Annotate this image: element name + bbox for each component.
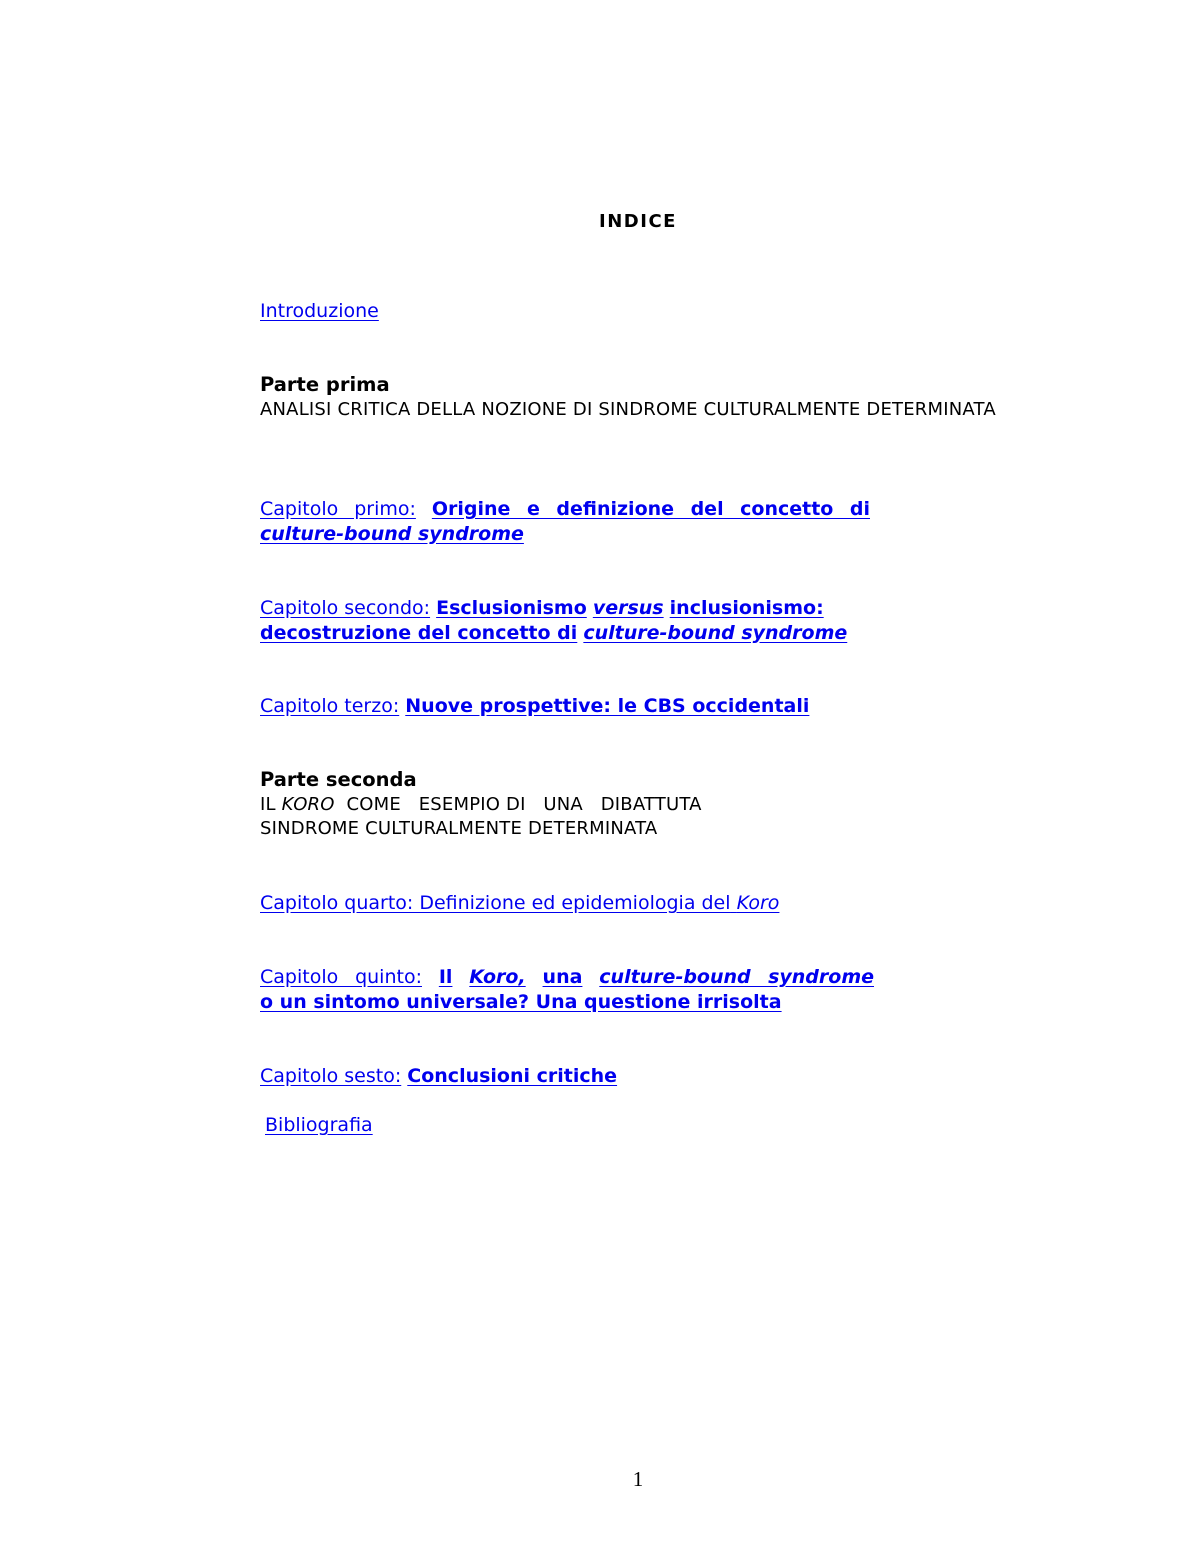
chapter-two-label[interactable]: Capitolo secondo: [260,597,431,619]
chapter-two-title-a[interactable]: Esclusionismo [436,597,587,619]
chapter-one-title[interactable]: Origine e definizione del concetto di [431,498,870,520]
chapter-three-label[interactable]: Capitolo terzo: [260,695,400,717]
toc-introduction [260,299,379,324]
bibliography-link[interactable]: Bibliografia [265,1114,373,1136]
chapter-five-line-1 [260,965,874,990]
chapter-two-title-c[interactable]: inclusionismo: [669,597,824,619]
toc-chapter-four[interactable] [260,891,779,916]
chapter-five-una[interactable]: una [542,966,583,988]
chapter-two-line2-b[interactable]: culture-bound syndrome [583,621,848,644]
toc-chapter-six[interactable] [260,1064,617,1089]
chapter-five-koro[interactable]: Koro, [469,966,526,988]
chapter-one-label[interactable]: Capitolo primo: [260,498,416,520]
page-number: 1 [632,1467,644,1491]
chapter-five-line2[interactable]: o un sintomo universale? Una questione irrisolta [260,990,782,1013]
chapter-four-koro[interactable]: Koro [736,892,780,914]
chapter-two-line2-a[interactable]: decostruzione del concetto di [260,621,578,644]
introduction-link[interactable]: Introduzione [260,300,379,322]
part-two-koro: KORO [281,793,335,815]
chapter-six-label[interactable]: Capitolo sesto: [260,1065,402,1087]
part-two-il: IL [260,793,276,815]
chapter-two-title-b[interactable]: versus [592,597,664,619]
page-title: INDICE [599,211,677,232]
part-two-heading: Parte seconda [260,768,417,791]
toc-chapter-one[interactable] [260,497,870,546]
part-one-heading: Parte prima [260,373,390,396]
chapter-five-il[interactable]: Il [438,966,453,988]
chapter-one-line-1 [260,497,870,522]
chapter-two-line-2 [260,621,847,646]
chapter-four-label[interactable]: Capitolo quarto: Definizione ed epidemiologia del [260,892,731,914]
chapter-two-line-1 [260,596,847,621]
chapter-three-title[interactable]: Nuove prospettive: le CBS occidentali [405,695,810,717]
part-two-subtitle-line-2: SINDROME CULTURALMENTE DETERMINATA [260,818,658,839]
chapter-five-cbs[interactable]: culture-bound syndrome [599,966,874,988]
part-two-subtitle-line-1 [260,793,702,818]
toc-chapter-five[interactable] [260,965,874,1014]
toc-bibliography [260,1113,373,1138]
chapter-five-line-2 [260,990,874,1015]
part-two [260,768,702,842]
chapter-six-title[interactable]: Conclusioni critiche [407,1065,618,1087]
chapter-one-line-2 [260,522,870,547]
part-two-rest: COME ESEMPIO DI UNA DIBATTUTA [346,793,702,815]
chapter-one-title-italic[interactable]: culture-bound syndrome [260,522,524,545]
toc-chapter-three[interactable] [260,694,809,719]
chapter-five-label[interactable]: Capitolo quinto: [260,966,422,988]
toc-chapter-two[interactable] [260,596,847,645]
part-one [260,373,1018,422]
part-one-subtitle: ANALISI CRITICA DELLA NOZIONE DI SINDROME CULTURALMENTE DETERMINATA [260,398,996,420]
